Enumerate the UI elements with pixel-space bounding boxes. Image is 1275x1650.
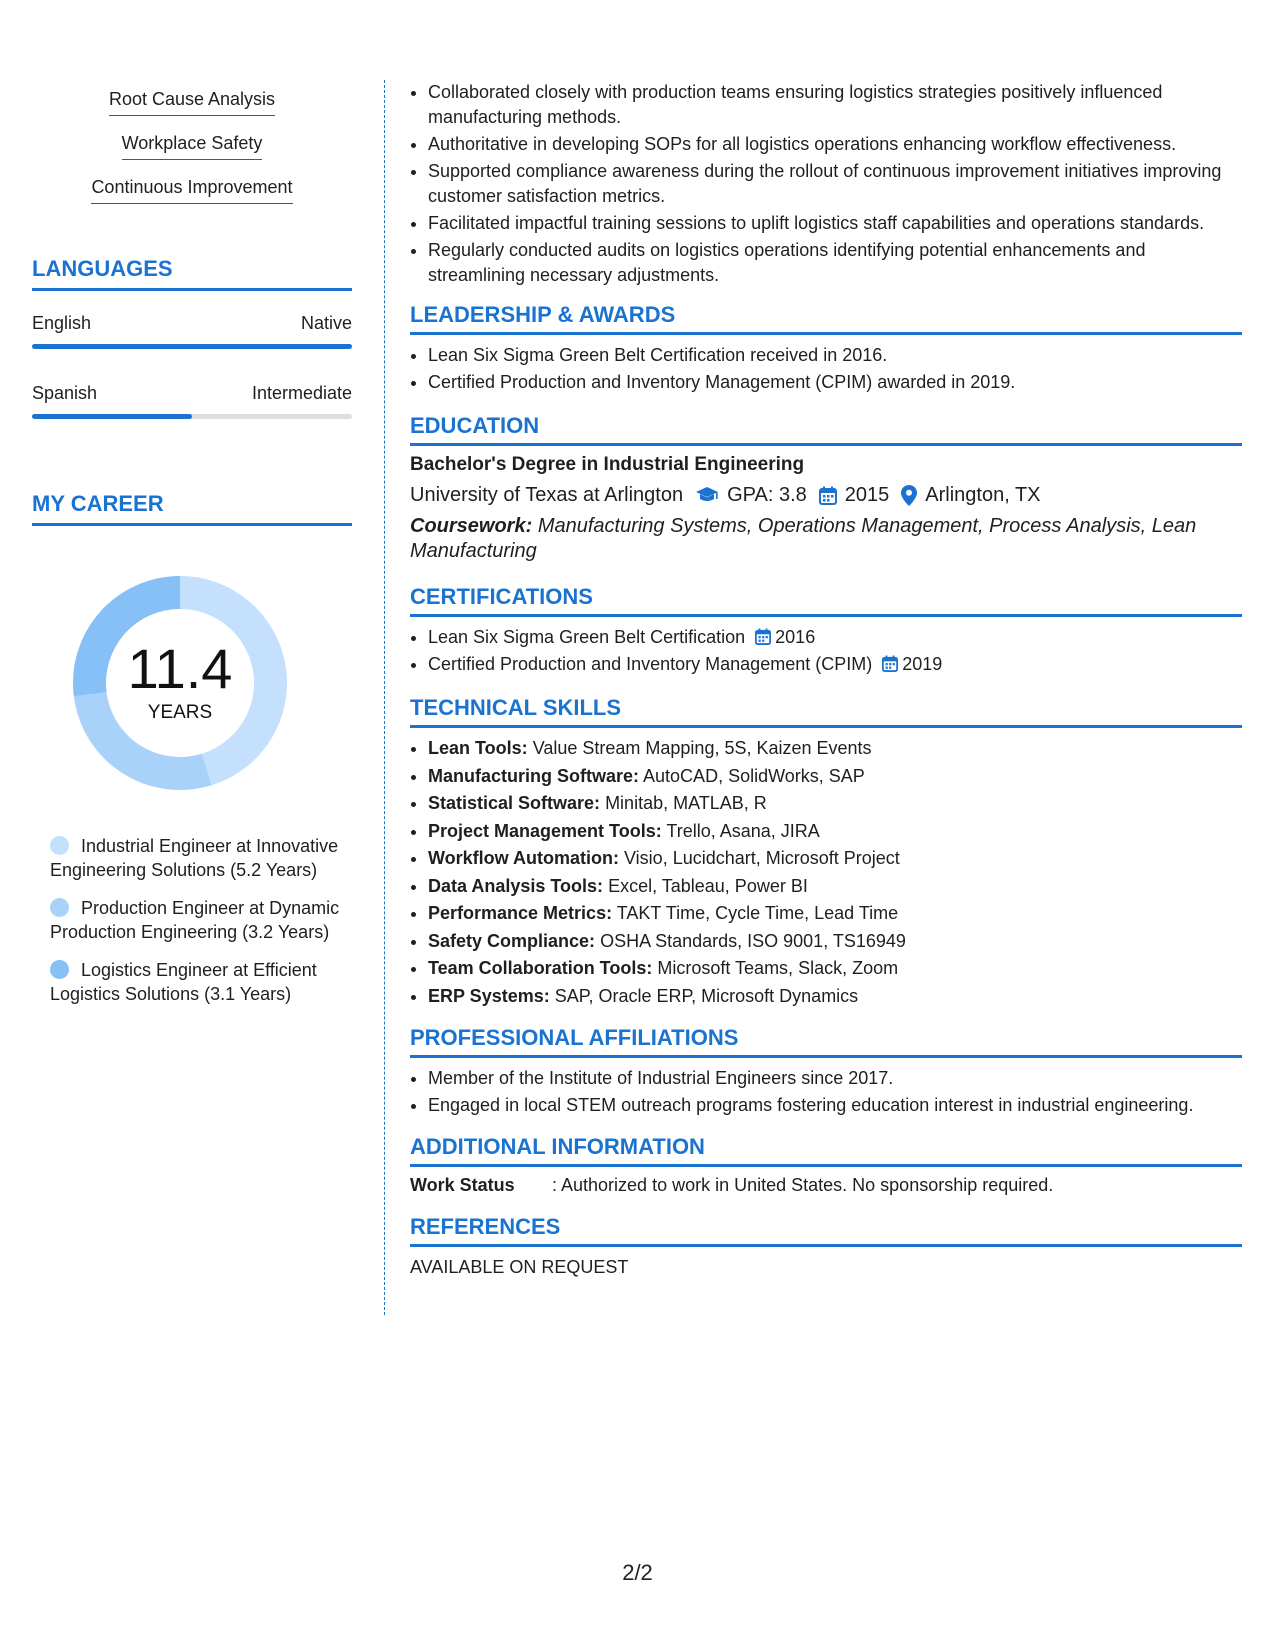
language-level: Native — [300, 313, 352, 333]
skill-label: Workflow Automation: — [428, 848, 619, 868]
language-level: Intermediate — [251, 383, 352, 403]
language-bar-fill — [32, 344, 352, 349]
skill-label: Lean Tools: — [428, 738, 528, 758]
career-text: Logistics Engineer at Efficient Logistics Solutions (3.1 Years) — [50, 960, 317, 1004]
references-text: AVAILABLE ON REQUEST — [410, 1257, 629, 1277]
list-item — [428, 956, 1242, 982]
skill-list — [32, 80, 352, 212]
list-item: • Certified Production and Inventory Management (CPIM) awarded in 2019. — [428, 370, 1242, 395]
language-name: English — [32, 313, 92, 333]
career-item — [50, 958, 352, 1006]
affiliations-list — [410, 1066, 1242, 1118]
graduation-year: 2015 — [844, 484, 890, 506]
language-bar-fill — [32, 414, 192, 419]
career-total: 11.4 — [127, 637, 233, 700]
column-divider — [384, 80, 385, 1315]
coursework-list: Manufacturing Systems, Operations Management, Process Analysis, Lean Manufacturing — [410, 515, 1197, 562]
main-content — [410, 80, 1242, 1278]
leadership-heading: LEADERSHIP & AWARDS — [410, 302, 1242, 335]
list-item: • Regularly conducted audits on logistics operations identifying potential enhancements and streamlining necessary adjustments. — [428, 238, 1242, 288]
gpa: GPA: 3.8 — [727, 484, 807, 506]
career-donut-chart — [65, 568, 295, 798]
certification-year: 2019 — [902, 654, 943, 674]
graduation-cap-icon — [695, 486, 719, 504]
skill-value: SAP, Oracle ERP, Microsoft Dynamics — [554, 985, 859, 1006]
skill-value: Value Stream Mapping, 5S, Kaizen Events — [532, 738, 872, 758]
skill-label: Performance Metrics: — [428, 903, 613, 923]
experience-bullets — [410, 80, 1242, 288]
list-item: • Engaged in local STEM outreach programs fostering education interest in industrial engineering. — [428, 1093, 1242, 1118]
certification-name: Lean Six Sigma Green Belt Certification — [428, 627, 746, 647]
skill-label: Team Collaboration Tools: — [428, 958, 653, 978]
affiliations-heading: PROFESSIONAL AFFILIATIONS — [410, 1025, 1242, 1058]
education-details — [410, 482, 1242, 508]
skill-label: Statistical Software: — [428, 793, 601, 813]
languages-heading: LANGUAGES — [32, 256, 352, 291]
degree-title: Bachelor's Degree in Industrial Engineering — [410, 454, 805, 475]
list-item: • Member of the Institute of Industrial Engineers since 2017. — [428, 1066, 1242, 1091]
list-item — [428, 652, 1242, 677]
career-unit: YEARS — [147, 702, 213, 723]
career-heading: MY CAREER — [32, 491, 352, 526]
work-status-value: : Authorized to work in United States. No sponsorship required. — [552, 1175, 1054, 1195]
language-english — [32, 313, 352, 349]
education-heading: EDUCATION — [410, 413, 1242, 446]
career-text: Production Engineer at Dynamic Production Engineering (3.2 Years) — [50, 898, 340, 942]
sidebar — [32, 80, 352, 1020]
list-item — [428, 929, 1242, 955]
leadership-list — [410, 343, 1242, 395]
legend-dot — [50, 960, 69, 979]
language-bar — [32, 414, 352, 419]
coursework — [410, 514, 1242, 564]
list-item — [428, 984, 1242, 1010]
skill-value: Trello, Asana, JIRA — [666, 820, 820, 841]
list-item — [428, 625, 1242, 650]
career-legend — [32, 834, 352, 1006]
list-item — [428, 846, 1242, 872]
certification-name: Certified Production and Inventory Management (CPIM) — [428, 654, 873, 674]
certification-year: 2016 — [775, 627, 816, 647]
skill-item: Continuous Improvement — [91, 177, 292, 204]
skill-label: Project Management Tools: — [428, 820, 662, 841]
page-number: 2/2 — [622, 1560, 653, 1585]
skill-label: Data Analysis Tools: — [428, 875, 604, 896]
language-spanish — [32, 383, 352, 419]
skill-label: Manufacturing Software: — [428, 765, 640, 786]
list-item — [428, 819, 1242, 845]
list-item — [428, 764, 1242, 790]
language-name: Spanish — [32, 383, 98, 403]
skill-value: AutoCAD, SolidWorks, SAP — [643, 765, 865, 786]
legend-dot — [50, 898, 69, 917]
career-item — [50, 896, 352, 944]
list-item: • Facilitated impactful training sessions to uplift logistics staff capabilities and operations standards. — [428, 211, 1242, 236]
language-bar — [32, 344, 352, 349]
skill-value: Visio, Lucidchart, Microsoft Project — [624, 848, 900, 868]
certifications-heading: CERTIFICATIONS — [410, 584, 1242, 617]
school-location: Arlington, TX — [925, 484, 1041, 506]
skill-value: Minitab, MATLAB, R — [605, 793, 767, 813]
list-item — [428, 736, 1242, 762]
list-item: • Collaborated closely with production teams ensuring logistics strategies positively influenced manufacturing methods. — [428, 80, 1242, 130]
work-status-label: Work Status — [410, 1175, 515, 1195]
skill-item: Root Cause Analysis — [109, 89, 275, 116]
list-item — [428, 901, 1242, 927]
certifications-list — [410, 625, 1242, 677]
skill-label: Safety Compliance: — [428, 930, 596, 951]
additional-info-heading: ADDITIONAL INFORMATION — [410, 1134, 1242, 1167]
career-item — [50, 834, 352, 882]
legend-dot — [50, 836, 69, 855]
map-pin-icon — [901, 485, 917, 506]
list-item: • Authoritative in developing SOPs for all logistics operations enhancing workflow effectiveness. — [428, 132, 1242, 157]
technical-skills-list — [410, 736, 1242, 1009]
calendar-icon — [819, 486, 837, 505]
list-item — [428, 791, 1242, 817]
calendar-icon — [755, 628, 771, 645]
technical-skills-heading: TECHNICAL SKILLS — [410, 695, 1242, 728]
list-item: • Lean Six Sigma Green Belt Certification received in 2016. — [428, 343, 1242, 368]
list-item — [428, 874, 1242, 900]
skill-label: ERP Systems: — [428, 985, 550, 1006]
list-item: • Supported compliance awareness during the rollout of continuous improvement initiatives improving customer satisfaction metrics. — [428, 159, 1242, 209]
references-heading: REFERENCES — [410, 1214, 1242, 1247]
skill-value: TAKT Time, Cycle Time, Lead Time — [616, 903, 899, 923]
calendar-icon — [882, 655, 898, 672]
work-status-row — [410, 1175, 1242, 1196]
school-name: University of Texas at Arlington — [410, 484, 684, 506]
coursework-label: Coursework: — [410, 515, 533, 537]
skill-item: Workplace Safety — [122, 133, 263, 160]
career-text: Industrial Engineer at Innovative Engineering Solutions (5.2 Years) — [50, 836, 339, 880]
skill-value: Microsoft Teams, Slack, Zoom — [657, 958, 899, 978]
skill-value: OSHA Standards, ISO 9001, TS16949 — [600, 930, 906, 951]
skill-value: Excel, Tableau, Power BI — [608, 875, 808, 896]
